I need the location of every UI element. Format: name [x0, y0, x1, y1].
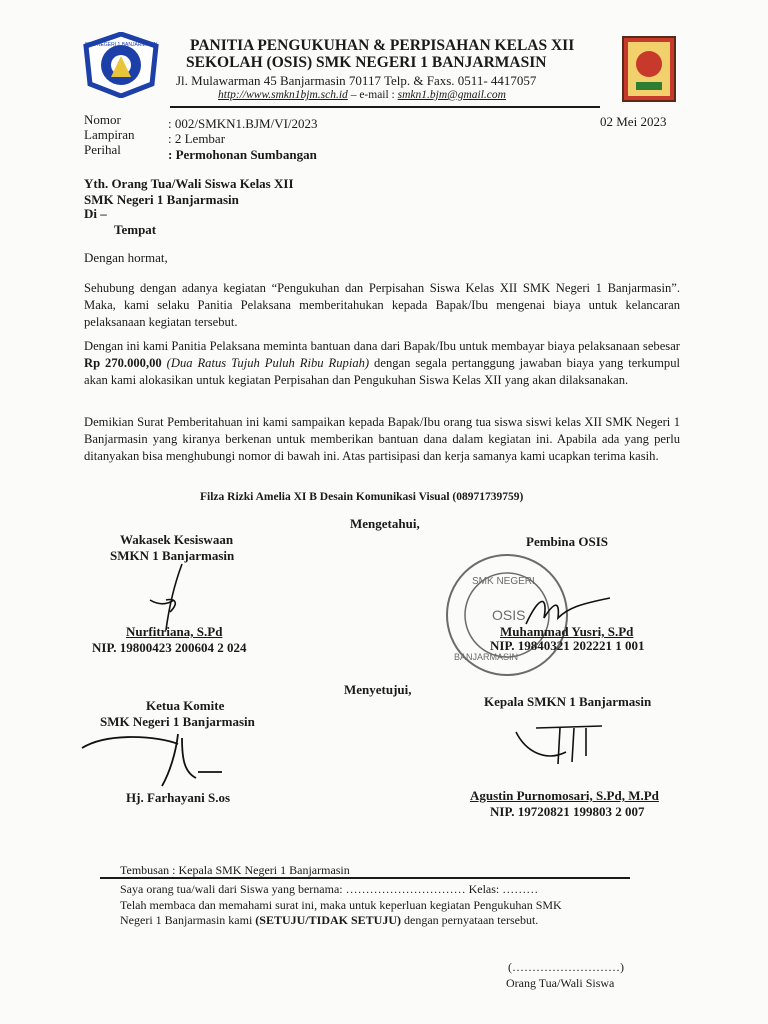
paragraph-3: Demikian Surat Pemberitahuan ini kami sampaikan kepada Bapak/Ibu orang tua siswa siswi kelas XII SMK Negeri 1 Banjarmasin yang kiranya berkenan untuk memberikan bantuan dana dalam kegiatan ini. Apabila ada yang perlu ditanyakan bisa menghubungi nomor di bawah ini. Atas partisipasi dan kerja samanya kami ucapkan terima kasih. — [84, 415, 680, 463]
addressee-line3: Di – — [84, 206, 107, 221]
addressee-line1: Yth. Orang Tua/Wali Siswa Kelas XII — [84, 176, 294, 191]
email-label: – e-mail : — [347, 89, 398, 101]
paragraph-2 — [84, 338, 680, 389]
amount: Rp 270.000,00 — [84, 356, 162, 370]
greeting: Dengan hormat, — [84, 250, 168, 265]
pembina-name: Muhammad Yusri, S.Pd — [500, 624, 634, 639]
tembusan: Tembusan : Kepala SMK Negeri 1 Banjarmasin — [120, 863, 350, 877]
form-line2: Telah membaca dan memahami surat ini, maka untuk keperluan kegiatan Pengukuhan SMK — [120, 898, 562, 912]
contact-line: Filza Rizki Amelia XI B Desain Komunikasi Visual (08971739759) — [200, 491, 524, 503]
osis-stamp — [440, 548, 574, 682]
komite-signature — [78, 728, 228, 790]
paragraph-1: Sehubung dengan adanya kegiatan “Pengukuhan dan Perpisahan Siswa Kelas XII SMK Negeri 1 Banjarmasin”. Maka, kami selaku Panitia Pelaksana memberitahukan kepada Bapak/Ibu mengenai biaya untuk kelancaran pelaksanaan kegiatan tersebut. — [84, 281, 680, 329]
stamp-text-bottom: BANJARMASIN — [454, 652, 519, 662]
pembina-title: Pembina OSIS — [526, 534, 608, 549]
addressee-line2: SMK Negeri 1 Banjarmasin — [84, 192, 239, 207]
header-line1: PANITIA PENGUKUHAN & PERPISAHAN KELAS XII — [190, 37, 575, 54]
perihal-value: : Permohonan Sumbangan — [168, 147, 317, 162]
amount-words: (Dua Ratus Tujuh Puluh Ribu Rupiah) — [161, 356, 370, 370]
approval-choice: (SETUJU/TIDAK SETUJU) — [255, 913, 401, 927]
wakasek-school: SMKN 1 Banjarmasin — [110, 548, 235, 563]
lampiran-value: : 2 Lembar — [168, 131, 226, 146]
form-line3-c: dengan pernyataan tersebut. — [401, 913, 539, 927]
nomor-label: Nomor — [84, 112, 121, 127]
kepala-signature — [506, 712, 606, 772]
pembina-nip: NIP. 19840321 202221 1 001 — [490, 638, 645, 653]
kepala-nip: NIP. 19720821 199803 2 007 — [490, 804, 645, 819]
perihal-label: Perihal — [84, 142, 121, 157]
lampiran-label: Lampiran — [84, 127, 135, 142]
form-line3-a: Negeri 1 Banjarmasin kami — [120, 913, 256, 927]
wakasek-name: Nurfitriana, S.Pd — [126, 624, 223, 639]
form-line1: Saya orang tua/wali dari Siswa yang bernama: ………………………… Kelas: ……… — [120, 882, 539, 896]
school-logo — [82, 32, 160, 98]
paragraph-2-text-a: Dengan ini kami Panitia Pelaksana meminta bantuan dana dari Bapak/Ibu untuk membayar biaya pelaksanaan sebesar — [84, 339, 680, 353]
header-contact — [218, 89, 506, 101]
header-address: Jl. Mulawarman 45 Banjarmasin 70117 Telp. & Faxs. 0511- 4417057 — [176, 73, 537, 88]
komite-name: Hj. Farhayani S.os — [126, 790, 231, 805]
footer-rule — [100, 877, 630, 879]
addressee-line4: Tempat — [114, 222, 157, 237]
mengetahui-label: Mengetahui, — [350, 516, 420, 531]
form-line3 — [120, 913, 538, 928]
parent-sign-label: Orang Tua/Wali Siswa — [506, 976, 615, 990]
menyetujui-label: Menyetujui, — [344, 682, 412, 697]
header-line2: SEKOLAH (OSIS) SMK NEGERI 1 BANJARMASIN — [186, 54, 547, 71]
website-link[interactable]: http://www.smkn1bjm.sch.id — [218, 89, 348, 101]
komite-school: SMK Negeri 1 Banjarmasin — [100, 714, 255, 729]
wakasek-title: Wakasek Kesiswaan — [120, 532, 234, 547]
email-link[interactable]: smkn1.bjm@gmail.com — [397, 89, 506, 101]
komite-title: Ketua Komite — [146, 698, 225, 713]
stamp-text-top: SMK NEGERI — [472, 576, 535, 587]
letter-date: 02 Mei 2023 — [600, 114, 667, 129]
logo-text: SMK NEGERI 1 BANJARMASIN — [84, 42, 158, 48]
kepala-title: Kepala SMKN 1 Banjarmasin — [484, 694, 652, 709]
paragraph-2-text-b: dengan segala pertanggung jawaban biaya yang terkumpul akan kami alokasikan untuk kegiatan Perpisahan dan Pengukuhan Siswa Kelas XII yang akan dilaksanakan. — [84, 356, 680, 387]
stamp-center: OSIS — [492, 607, 526, 623]
osis-logo — [622, 36, 676, 102]
header-rule — [170, 106, 600, 108]
kepala-name: Agustin Purnomosari, S.Pd, M.Pd — [470, 788, 659, 803]
nomor-value: : 002/SMKN1.BJM/VI/2023 — [168, 116, 318, 131]
parent-sign-blank: (………………………) — [508, 960, 624, 974]
wakasek-nip: NIP. 19800423 200604 2 024 — [92, 640, 247, 655]
